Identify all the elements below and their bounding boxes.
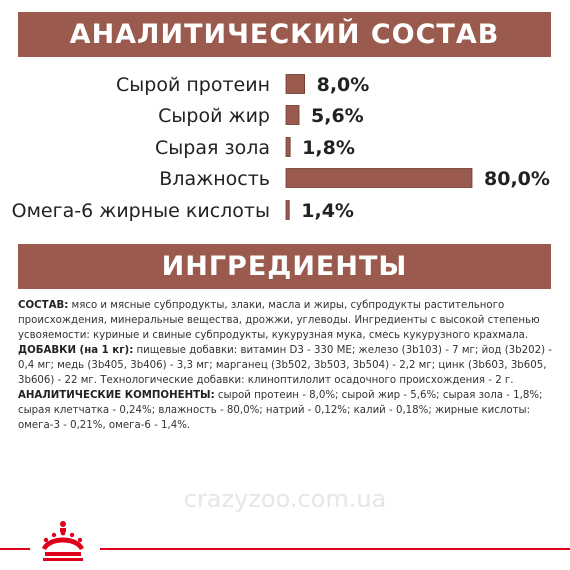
category-label: Сырой жир (158, 105, 270, 127)
value-label: 8,0% (316, 74, 370, 96)
analytical-bar-chart (0, 60, 570, 235)
additives-text: пищевые добавки: витамин D3 - 330 МЕ; железо (3b103) - 7 мг; йод (3b202) - 0,4 мг; медь (3b405, 3b406) - 3,3 мг; марганец (3b502, 3b503, 3b504) - 2,2 мг; цинк (3b603, 3b605, 3b606) - 22 мг. Технологические добавки: клиноптилолит осадочного происхождения - 2 г. (18, 345, 552, 386)
category-label: Сырая зола (155, 137, 270, 159)
value-label: 1,4% (301, 200, 354, 222)
analytical-composition-header: АНАЛИТИЧЕСКИЙ СОСТАВ (18, 12, 551, 57)
watermark: crazyzoo.com.ua (183, 485, 387, 513)
category-label: Сырой протеин (116, 74, 270, 96)
bar (286, 138, 290, 157)
bar (286, 75, 305, 94)
composition-label: СОСТАВ: (18, 300, 69, 311)
value-label: 5,6% (311, 105, 364, 127)
category-label: Влажность (159, 168, 270, 190)
composition-text: мясо и мясные субпродукты, злаки, масла и жиры, субпродукты растительного происхождения, минеральные вещества, дрожжи, углеводы. Ингредиенты с высокой степенью усвояемости: куриные и свиные субпродукты, кукурузная мука, смесь кукурузного крахмала. (18, 300, 540, 341)
additives-label: ДОБАВКИ (на 1 кг): (18, 345, 134, 356)
bar (286, 106, 299, 125)
brand-line-right (100, 548, 570, 550)
value-label: 1,8% (302, 137, 355, 159)
analytical-components-text: сырой протеин - 8,0%; сырой жир - 5,6%; сырая зола - 1,8%; сырая клетчатка - 0,24%; влажность - 80,0%; натрий - 0,12%; калий - 0,18%; жирные кислоты: омега-3 - 0,21%, омега-6 - 1,4%. (18, 390, 543, 431)
bar (286, 201, 289, 220)
analytical-components-label: АНАЛИТИЧЕСКИЕ КОМПОНЕНТЫ: (18, 390, 215, 401)
value-label: 80,0% (484, 168, 550, 190)
category-label: Омега-6 жирные кислоты (11, 200, 270, 222)
ingredients-header: ИНГРЕДИЕНТЫ (18, 244, 551, 289)
bar (286, 169, 472, 188)
crown-logo-icon (32, 518, 94, 566)
brand-line-left (0, 548, 30, 550)
ingredients-text (18, 298, 556, 433)
